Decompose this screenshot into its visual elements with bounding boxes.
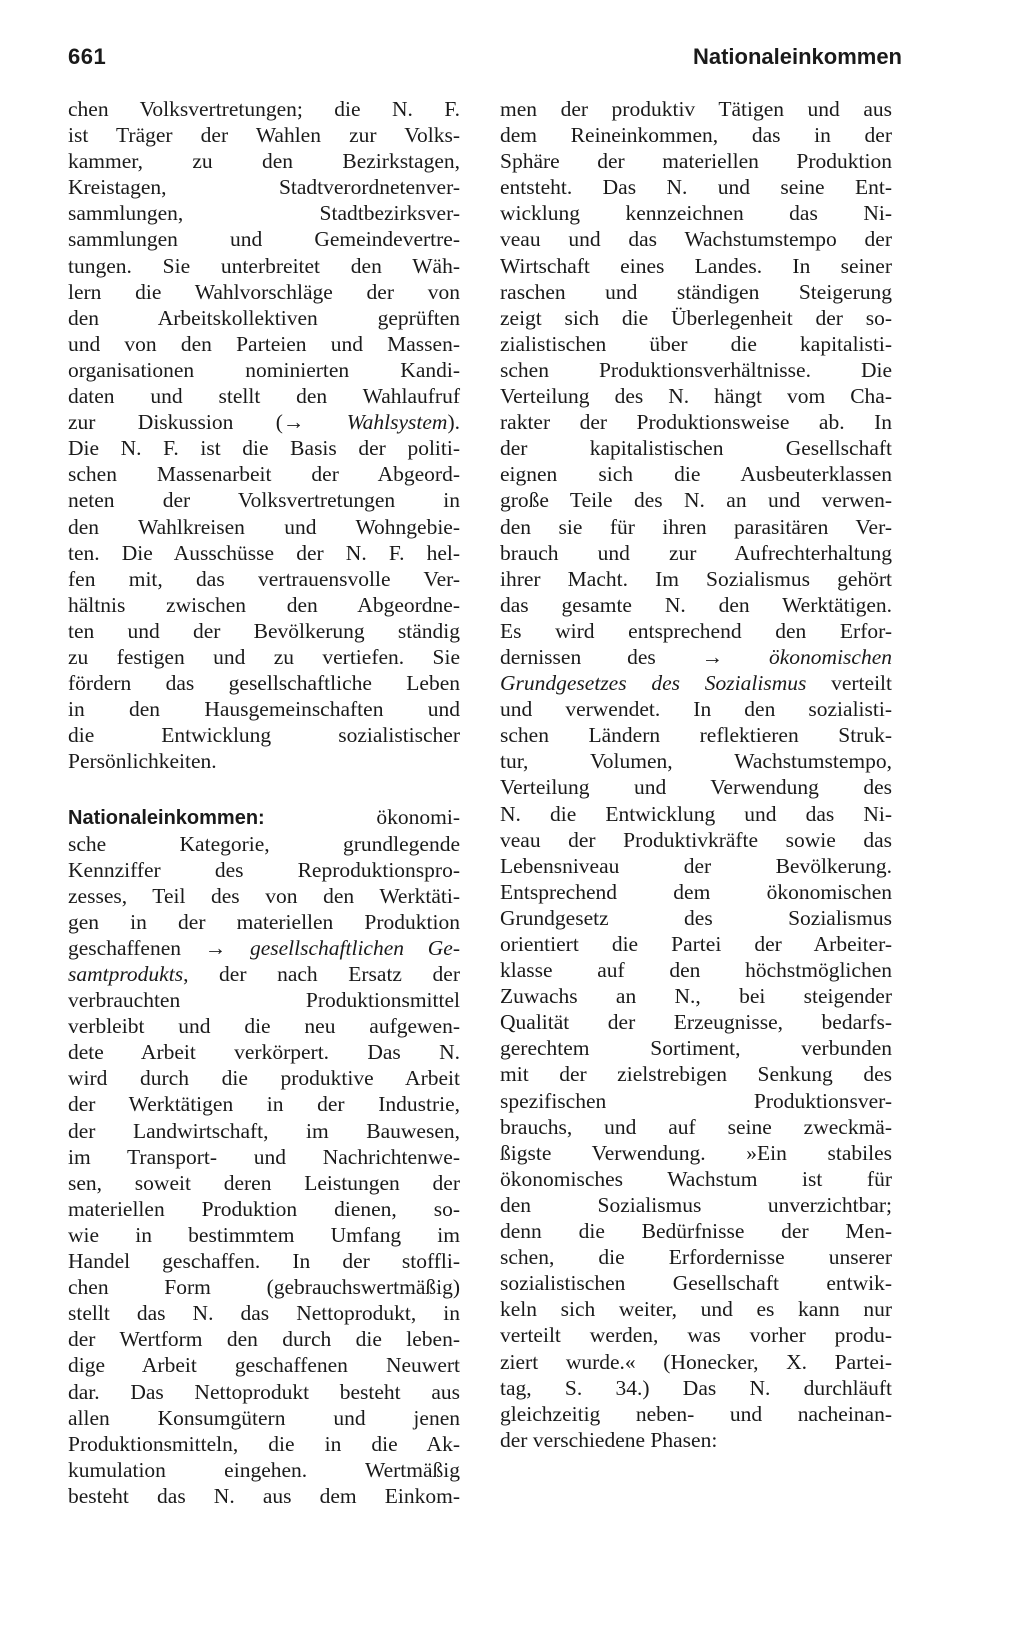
text-line: spezifischen Produktionsver-	[500, 1088, 892, 1113]
text-line: ten und der Bevölkerung ständig	[68, 618, 460, 643]
text-line: wie in bestimmtem Umfang im	[68, 1222, 460, 1247]
text-line: tag, S. 34.) Das N. durchläuft	[500, 1375, 892, 1400]
cross-reference[interactable]: ökonomischen	[769, 644, 892, 669]
text-line: ziert wurde.« (Honecker, X. Partei-	[500, 1349, 892, 1374]
text-line: in den Hausgemeinschaften und	[68, 697, 460, 722]
text-line: wicklung kennzeichnen das Ni-	[500, 201, 892, 226]
text-line: rakter der Produktionsweise ab. In	[500, 410, 892, 435]
text-line: keln sich weiter, und es kann nur	[500, 1297, 892, 1322]
text-line: ten. Die Ausschüsse der N. F. hel-	[68, 540, 460, 565]
text-line: dernissen des → ökonomischen	[500, 644, 892, 669]
text-line: verbleibt und die neu aufgewen-	[68, 1014, 460, 1039]
text-line: Produktionsmitteln, die in die Ak-	[68, 1431, 460, 1456]
left-column	[68, 96, 460, 1509]
text-line: Lebensniveau der Bevölkerung.	[500, 853, 892, 878]
text-line: Zuwachs an N., bei steigender	[500, 984, 892, 1009]
text-line: gerechtem Sortiment, verbunden	[500, 1036, 892, 1061]
text-line: Grundgesetz des Sozialismus	[500, 905, 892, 930]
text-line: entsteht. Das N. und seine Ent-	[500, 175, 892, 200]
text-line: zeigt sich die Überlegenheit der so-	[500, 305, 892, 330]
text-line: den sie für ihren parasitären Ver-	[500, 514, 892, 539]
text-line: schen Produktionsverhältnisse. Die	[500, 357, 892, 382]
text-line: gen in der materiellen Produktion	[68, 909, 460, 934]
text-line: Entsprechend dem ökonomischen	[500, 879, 892, 904]
text-line: schen Massenarbeit der Abgeord-	[68, 462, 460, 487]
running-head: Nationaleinkommen	[692, 44, 902, 69]
text-line: der verschiedene Phasen:	[500, 1427, 718, 1452]
right-column	[500, 96, 892, 1453]
text-line: chen Volksvertretungen; die N. F.	[68, 97, 460, 121]
text-line: allen Konsumgütern und jenen	[68, 1405, 460, 1430]
text-line: veau der Produktivkräfte sowie das	[500, 827, 892, 852]
text-line: sozialistischen Gesellschaft entwik-	[500, 1271, 892, 1296]
text-line: der Werktätigen in der Industrie,	[68, 1092, 460, 1117]
text-line: besteht das N. aus dem Einkom-	[68, 1483, 460, 1508]
text-line: Sphäre der materiellen Produktion	[500, 149, 892, 174]
cross-reference[interactable]: Grundgesetzes des Sozialismus	[500, 671, 807, 696]
text-line: der kapitalistischen Gesellschaft	[500, 436, 892, 461]
text-line: samtprodukts, der nach Ersatz der	[68, 962, 460, 986]
entry-body-continued-a	[500, 96, 892, 644]
text-line: der Landwirtschaft, im Bauwesen,	[68, 1118, 460, 1143]
text-line: ist Träger der Wahlen zur Volks-	[68, 123, 460, 148]
text-line: brauch und zur Aufrechterhaltung	[500, 540, 892, 565]
text-line: men der produktiv Tätigen und aus	[500, 97, 892, 121]
text-line: materiellen Produktion dienen, so-	[68, 1196, 460, 1221]
text-line: N. die Entwicklung und das Ni-	[500, 801, 892, 826]
text-line: ßigste Verwendung. »Ein stabiles	[500, 1140, 892, 1165]
text-line: Die N. F. ist die Basis der politi-	[68, 436, 460, 461]
text-line: neten der Volksvertretungen in	[68, 488, 460, 513]
text-line: Wirtschaft eines Landes. In seiner	[500, 253, 892, 278]
text-line: Kreistagen, Stadtverordnetenver-	[68, 175, 460, 200]
text-line: der Wertform den durch die leben-	[68, 1327, 460, 1352]
text-line: eignen sich die Ausbeuterklassen	[500, 462, 892, 487]
text-line: zu festigen und zu vertiefen. Sie	[68, 644, 460, 669]
text-line: tur, Volumen, Wachstumstempo,	[500, 749, 892, 774]
cross-reference[interactable]: gesellschaftlichen Ge-	[249, 935, 460, 960]
text-line: dem Reineinkommen, das in der	[500, 123, 892, 148]
text-line: raschen und ständigen Steigerung	[500, 279, 892, 304]
text-line: lern die Wahlvorschläge der von	[68, 279, 460, 304]
entry-lemma: Nationaleinkommen:	[68, 807, 265, 830]
text-line: ökonomisches Wachstum ist für	[500, 1166, 892, 1191]
text-line: den Sozialismus unverzichtbar;	[500, 1192, 892, 1217]
text-line: brauchs, und auf seine zweckmä-	[500, 1114, 892, 1139]
text-line: kammer, zu den Bezirkstagen,	[68, 149, 460, 174]
text-line: und verwendet. In den sozialisti-	[500, 697, 892, 722]
cross-reference[interactable]: Wahlsystem	[346, 410, 448, 435]
text-line: orientiert die Partei der Arbeiter-	[500, 932, 892, 956]
text-line: chen Form (gebrauchswertmäßig)	[68, 1275, 460, 1300]
text-line: im Transport- und Nachrichtenwe-	[68, 1144, 460, 1169]
text-line: verbrauchten Produktionsmittel	[68, 988, 460, 1013]
text-line: Handel geschaffen. In der stoffli-	[68, 1249, 460, 1274]
text-line: fen mit, das vertrauensvolle Ver-	[68, 566, 460, 591]
cross-reference[interactable]: samtprodukts	[68, 962, 184, 986]
text-line: schen, die Erfordernisse unserer	[500, 1245, 892, 1270]
text-line: Grundgesetzes des Sozialismus verteilt	[500, 671, 892, 696]
text-line: Kennziffer des Reproduktionspro-	[68, 857, 460, 882]
entry-body-c	[68, 1405, 460, 1509]
text-line: den Wahlkreisen und Wohngebie-	[68, 514, 460, 539]
text-line: ihrer Macht. Im Sozialismus gehört	[500, 566, 892, 591]
text-line: sammlungen und Gemeindevertre-	[68, 227, 460, 252]
text-line: dige Arbeit geschaffenen Neuwert	[68, 1353, 460, 1378]
text-line: Es wird entsprechend den Erfor-	[500, 618, 892, 643]
text-line: sen, soweit deren Leistungen der	[68, 1170, 460, 1195]
text-line: Verteilung und Verwendung des	[500, 775, 892, 800]
text-line: zur Diskussion (→ Wahlsystem).	[68, 410, 460, 435]
text-line: geschaffenen → gesellschaftlichen Ge-	[68, 935, 460, 960]
entry-body-continued-b	[500, 696, 892, 1427]
text-line: tungen. Sie unterbreitet den Wäh-	[68, 253, 460, 278]
text-line: zialistischen über die kapitalisti-	[500, 331, 892, 356]
text-line: große Teile des N. an und verwen-	[500, 488, 892, 513]
paragraph-front-continued-b	[68, 435, 460, 748]
text-line: mit der zielstrebigen Senkung des	[500, 1062, 892, 1087]
text-line: dar. Das Nettoprodukt besteht aus	[68, 1379, 460, 1404]
text-line: gleichzeitig neben- und nacheinan-	[500, 1401, 892, 1426]
text-line: stellt das N. das Nettoprodukt, in	[68, 1301, 460, 1326]
text-line: denn die Bedürfnisse der Men-	[500, 1219, 892, 1244]
entry-body-a	[68, 831, 460, 935]
text-line: hältnis zwischen den Abgeordne-	[68, 592, 460, 617]
text-line: klasse auf den höchstmöglichen	[500, 958, 892, 983]
entry-headline: Nationaleinkommen: ökonomi-	[68, 805, 460, 830]
text-line: Persönlichkeiten.	[68, 749, 217, 774]
text-line: sammlungen, Stadtbezirksver-	[68, 201, 460, 226]
text-line: schen Ländern reflektieren Struk-	[500, 723, 892, 748]
text-line: wird durch die produktive Arbeit	[68, 1066, 460, 1091]
text-line: verteilt werden, was vorher produ-	[500, 1323, 892, 1348]
text-line: Verteilung des N. hängt vom Cha-	[500, 384, 892, 409]
page-number: 661	[68, 44, 107, 69]
text-line: die Entwicklung sozialistischer	[68, 723, 460, 748]
text-line: zesses, Teil des von den Werktäti-	[68, 883, 460, 908]
paragraph-front-continued	[68, 96, 460, 409]
text-line: kumulation eingehen. Wertmäßig	[68, 1457, 460, 1482]
entry-body-b	[68, 987, 460, 1378]
text-line: organisationen nominierten Kandi-	[68, 357, 460, 382]
text-line: fördern das gesellschaftliche Leben	[68, 671, 460, 696]
text-line: den Arbeitskollektiven geprüften	[68, 305, 460, 330]
text-line: sche Kategorie, grundlegende	[68, 831, 460, 856]
text-line: Qualität der Erzeugnisse, bedarfs-	[500, 1010, 892, 1035]
text-line: daten und stellt den Wahlaufruf	[68, 384, 460, 409]
text-line: das gesamte N. den Werktätigen.	[500, 592, 892, 617]
text-line: dete Arbeit verkörpert. Das N.	[68, 1040, 460, 1065]
text-line: und von den Parteien und Massen-	[68, 331, 460, 356]
text-line: veau und das Wachstumstempo der	[500, 227, 892, 252]
